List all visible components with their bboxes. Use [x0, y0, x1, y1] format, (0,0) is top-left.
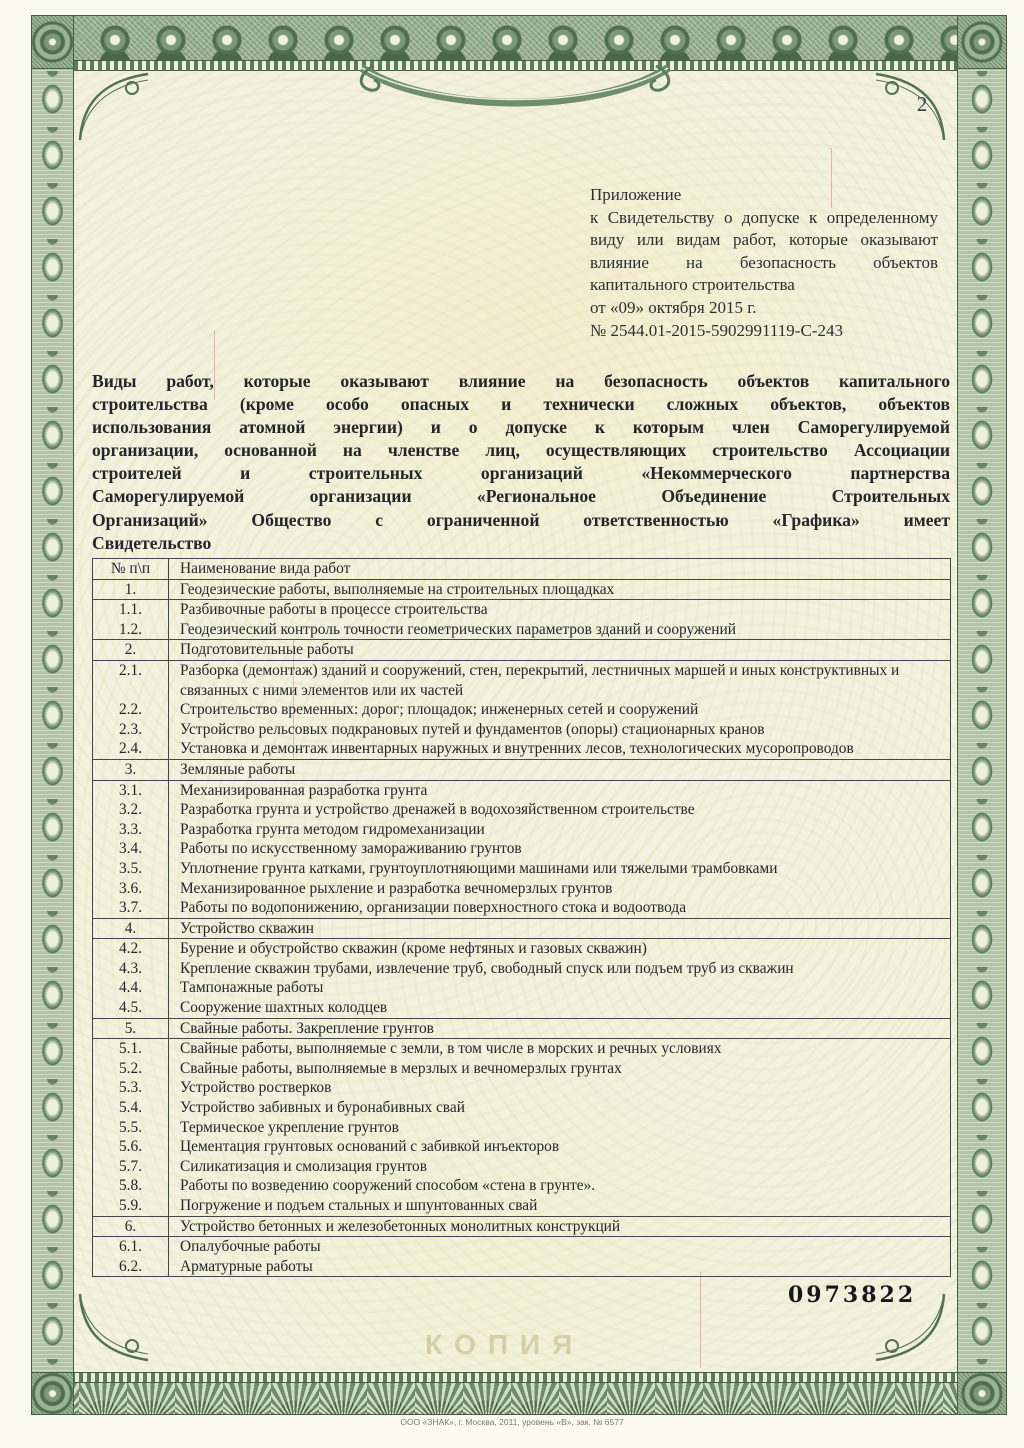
- page-number: 2: [916, 92, 928, 116]
- table-row: [93, 918, 950, 940]
- appendix-header: [590, 184, 938, 342]
- row-work-name: Свайные работы, выполняемые с земли, в том числе в морских и речных условиях: [180, 1040, 722, 1058]
- row-number: 5.2.: [93, 1059, 169, 1079]
- table-row: [93, 1137, 950, 1157]
- border-ornament-left: [31, 15, 74, 1415]
- row-work-name: Цементация грунтовых оснований с забивкой инъекторов: [180, 1138, 560, 1156]
- row-work-name: Термическое укрепление грунтов: [180, 1118, 399, 1136]
- table-row: [93, 1078, 950, 1098]
- row-number: 2.: [93, 640, 169, 660]
- form-serial-number: 0973822: [788, 1282, 917, 1308]
- border-corner-top-right: [957, 15, 1007, 69]
- row-work-name: Разборка (демонтаж) зданий и сооружений, стен, перекрытий, лестничных маршей и иных конструктивных и связанных с ними элементов или их частей: [180, 661, 900, 699]
- table-body: [93, 579, 950, 1277]
- row-number: 3.1.: [93, 781, 169, 801]
- table-row: [93, 939, 950, 959]
- table-row: [93, 1018, 950, 1040]
- row-work-name: Сооружение шахтных колодцев: [180, 999, 388, 1017]
- preamble-line: Свидетельство: [92, 532, 212, 553]
- row-work-name: Установка и демонтаж инвентарных наружных и внутренних лесов, технологических мусоропроводов: [180, 740, 854, 758]
- row-number: 4.2.: [93, 939, 169, 959]
- row-number: 5.1.: [93, 1039, 169, 1059]
- column-header-num: № п\п: [93, 559, 169, 579]
- appendix-number: № 2544.01-2015-5902991119-С-243: [590, 320, 843, 340]
- preamble-paragraph: [92, 370, 950, 555]
- row-number: 3.4.: [93, 839, 169, 859]
- table-row: [93, 1257, 950, 1277]
- row-number: 5.4.: [93, 1098, 169, 1118]
- row-number: 5.9.: [93, 1196, 169, 1216]
- table-row: [93, 639, 950, 661]
- row-number: 5.6.: [93, 1137, 169, 1157]
- table-row: [93, 1098, 950, 1118]
- row-work-name: Земляные работы: [180, 760, 296, 778]
- row-number: 1.2.: [93, 620, 169, 640]
- row-number: 5.3.: [93, 1078, 169, 1098]
- row-number: 5.5.: [93, 1118, 169, 1138]
- appendix-date: от «09» октября 2015 г.: [590, 297, 757, 317]
- table-row: [93, 1196, 950, 1216]
- table-row: [93, 1118, 950, 1138]
- row-number: 2.3.: [93, 720, 169, 740]
- row-number: 4.5.: [93, 998, 169, 1018]
- table-row: [93, 978, 950, 998]
- row-number: 2.2.: [93, 700, 169, 720]
- row-number: 6.1.: [93, 1237, 169, 1257]
- row-work-name: Бурение и обустройство скважин (кроме нефтяных и газовых скважин): [180, 940, 647, 958]
- table-row: [93, 959, 950, 979]
- border-corner-bottom-left: [31, 1372, 74, 1415]
- row-work-name: Работы по искусственному замораживанию грунтов: [180, 840, 522, 858]
- row-number: 5.8.: [93, 1176, 169, 1196]
- preamble-line: организации, основанной на членстве лиц, осуществляющих строительство Ассоциации: [92, 440, 950, 461]
- preamble-line: Саморегулируемой организации «Региональное Объединение Строительных: [92, 486, 950, 507]
- row-number: 4.4.: [93, 978, 169, 998]
- table-row: [93, 800, 950, 820]
- table-row: [93, 1237, 950, 1257]
- row-number: 6.2.: [93, 1257, 169, 1277]
- table-row: [93, 720, 950, 740]
- table-row: [93, 600, 950, 620]
- works-table: [92, 558, 951, 1277]
- row-number: 2.1.: [93, 661, 169, 700]
- row-work-name: Разработка грунта и устройство дренажей в водохозяйственном строительстве: [180, 801, 695, 819]
- row-number: 3.7.: [93, 898, 169, 918]
- table-row: [93, 1059, 950, 1079]
- row-number: 5.: [93, 1019, 169, 1039]
- row-work-name: Механизированная разработка грунта: [180, 781, 428, 799]
- table-row: [93, 739, 950, 759]
- table-row: [93, 1039, 950, 1059]
- table-header-row: [93, 559, 950, 579]
- row-number: 6.: [93, 1217, 169, 1237]
- column-header-name: Наименование вида работ: [180, 560, 351, 577]
- row-number: 5.7.: [93, 1157, 169, 1177]
- row-number: 4.: [93, 919, 169, 939]
- table-row: [93, 859, 950, 879]
- row-work-name: Разбивочные работы в процессе строительства: [180, 601, 488, 619]
- table-row: [93, 820, 950, 840]
- appendix-line: виду или видам работ, которые оказывают: [590, 230, 938, 250]
- row-number: 4.3.: [93, 959, 169, 979]
- border-ornament-right: [957, 15, 1007, 1415]
- row-work-name: Арматурные работы: [180, 1257, 313, 1275]
- row-work-name: Работы по водопонижению, организации поверхностного стока и водоотвода: [180, 899, 687, 917]
- table-row: [93, 839, 950, 859]
- top-arch-ornament-icon: [350, 56, 680, 127]
- corner-flourish-icon: [72, 66, 152, 146]
- table-row: [93, 700, 950, 720]
- row-work-name: Силикатизация и смолизация грунтов: [180, 1157, 427, 1175]
- row-work-name: Устройство рельсовых подкрановых путей и фундаментов (опоры) стационарных кранов: [180, 720, 765, 738]
- row-work-name: Строительство временных: дорог; площадок; инженерных сетей и сооружений: [180, 701, 699, 719]
- table-row: [93, 879, 950, 899]
- table-row: [93, 661, 950, 700]
- row-work-name: Устройство скважин: [180, 919, 314, 937]
- row-work-name: Устройство бетонных и железобетонных монолитных конструкций: [180, 1217, 621, 1235]
- row-number: 3.2.: [93, 800, 169, 820]
- row-work-name: Работы по возведению сооружений способом «стена в грунте».: [180, 1177, 596, 1195]
- row-work-name: Опалубочные работы: [180, 1238, 321, 1256]
- row-work-name: Свайные работы. Закрепление грунтов: [180, 1019, 434, 1037]
- row-work-name: Погружение и подъем стальных и шпунтованных свай: [180, 1197, 538, 1214]
- preamble-line: Организаций» Общество с ограниченной ответственностью «Графика» имеет: [92, 509, 950, 530]
- row-work-name: Тампонажные работы: [180, 979, 324, 997]
- table-row: [93, 898, 950, 918]
- row-work-name: Разработка грунта методом гидромеханизации: [180, 820, 485, 838]
- table-row: [93, 998, 950, 1018]
- table-row: [93, 1216, 950, 1238]
- preamble-line: Виды работ, которые оказывают влияние на безопасность объектов капитального: [92, 371, 950, 391]
- row-number: 3.: [93, 760, 169, 780]
- appendix-line: к Свидетельству о допуске к определенному: [590, 207, 938, 227]
- row-number: 3.6.: [93, 879, 169, 899]
- corner-flourish-icon: [72, 1288, 152, 1368]
- appendix-title: Приложение: [590, 185, 682, 204]
- table-row: [93, 1157, 950, 1177]
- table-row: [93, 620, 950, 640]
- security-fiber: [700, 1272, 701, 1368]
- row-number: 3.5.: [93, 859, 169, 879]
- copy-watermark: КОПИЯ: [425, 1329, 585, 1360]
- preamble-line: строителей и строительных организаций «Некоммерческого партнерства: [92, 463, 950, 484]
- preamble-line: строительства (кроме особо опасных и технически сложных объектов, объектов: [92, 394, 950, 415]
- row-work-name: Геодезический контроль точности геометрических параметров зданий и сооружений: [180, 620, 737, 638]
- table-row: [93, 781, 950, 801]
- table-row: [93, 759, 950, 781]
- row-work-name: Устройство забивных и буронабивных свай: [180, 1099, 465, 1117]
- table-row: [93, 579, 950, 601]
- row-work-name: Крепление скважин трубами, извлечение труб, свободный спуск или подъем труб из скважин: [180, 959, 794, 977]
- appendix-line: капитального строительства: [590, 275, 795, 295]
- row-number: 1.1.: [93, 600, 169, 620]
- border-ornament-top: [31, 15, 1007, 61]
- row-number: 2.4.: [93, 739, 169, 759]
- row-work-name: Геодезические работы, выполняемые на строительных площадках: [180, 580, 615, 598]
- table-row: [93, 1176, 950, 1196]
- row-work-name: Свайные работы, выполняемые в мерзлых и вечномерзлых грунтах: [180, 1059, 622, 1077]
- appendix-line: влияние на безопасность объектов: [590, 252, 938, 272]
- row-number: 3.3.: [93, 820, 169, 840]
- border-corner-top-left: [31, 15, 74, 69]
- row-work-name: Устройство ростверков: [180, 1079, 332, 1097]
- printer-imprint: ООО «ЗНАК», г. Москва, 2011, уровень «В», зак. № 6577: [400, 1417, 624, 1427]
- border-ornament-bottom: [31, 1372, 1007, 1415]
- row-number: 1.: [93, 580, 169, 600]
- border-corner-bottom-right: [957, 1372, 1007, 1415]
- row-work-name: Механизированное рыхление и разработка вечномерзлых грунтов: [180, 879, 613, 897]
- row-work-name: Подготовительные работы: [180, 641, 354, 659]
- row-work-name: Уплотнение грунта катками, грунтоуплотняющими машинами или тяжелыми трамбовками: [180, 859, 778, 877]
- preamble-line: использования атомной энергии) и о допуске к которым член Саморегулируемой: [92, 417, 950, 438]
